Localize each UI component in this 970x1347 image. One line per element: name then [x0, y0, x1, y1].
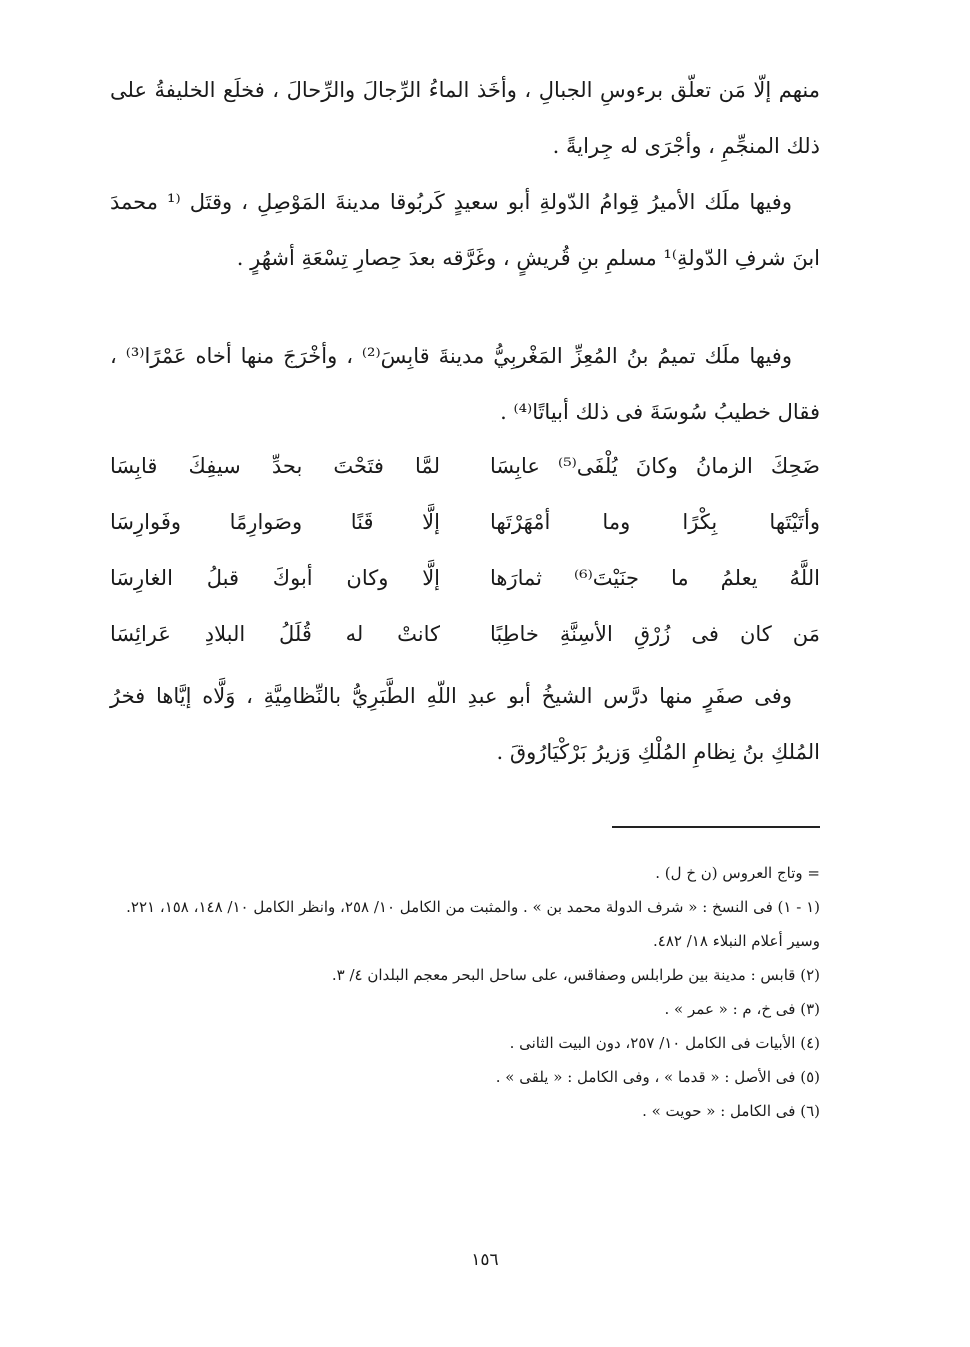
- main-text: [110, 62, 820, 174]
- verse-first-hemistich: اللَّهُ يعلمُ ما جنَيْتَ⁽⁶⁾ ثمارَها: [490, 566, 820, 590]
- verse-second-hemistich: كانتْ له قُلَلُ البلادِ عَرائِسَا: [110, 622, 440, 646]
- verse-second-hemistich: إلَّا قَنًا وصَوارِمًا وفَوارِسَا: [110, 510, 440, 534]
- verse-line: [110, 550, 820, 606]
- main-text: [110, 668, 820, 780]
- verse-first-hemistich: وأتَيْتَها بِكْرًا وما أمْهَرْتَها: [490, 510, 820, 534]
- footnote: (٢) قابس : مدينة بين طرابلس وصفاقس، على ساحل البحر معجم البلدان ٤/ ٣.: [331, 966, 820, 984]
- paragraph: وفيها ملَك الأميرُ قِوامُ الدّولةِ أبو سعيدٍ كَربُوقا مدينةَ المَوْصِلِ ، وقتَل ⁽¹ محمدَ ابنَ شرفِ الدّولةِ⁾¹ مسلمِ بنِ قُريشٍ ، وغَرَّقه بعدَ حِصارِ تِسْعَةِ أشهُرٍ .: [110, 190, 820, 270]
- paragraph: وفى صفَرٍ منها درَّس الشيخُ أبو عبدِ اللّهِ الطَّبَرِيُّ بالنِّظامِيَّةِ ، وَلَّاه إيَّاها فخرُ المُلكِ بنُ نِظامِ المُلْكِ وَزيرُ بَرْكْيَارُوقَ .: [110, 684, 820, 764]
- main-text: [110, 174, 820, 286]
- poem: [110, 438, 820, 662]
- footnotes: [110, 856, 820, 1128]
- verse-first-hemistich: ضَحِكَ الزمانُ وكانَ يُلْفَى⁽⁵⁾ عابِسَا: [490, 454, 820, 478]
- verse-line: [110, 494, 820, 550]
- footnote: = وتاج العروس (ن خ ل) .: [655, 864, 820, 882]
- footnote: (٥) فى الأصل : « قدما » ، وفى الكامل : « يلقى » .: [495, 1068, 820, 1086]
- verse-first-hemistich: مَن كان فى زُرْقِ الأسِنَّةِ خاطِبًا: [490, 622, 820, 646]
- footnote: (٦) فى الكامل : « حويت » .: [642, 1102, 820, 1120]
- verse-second-hemistich: لمَّا فتَحْتَ بحدِّ سيفِكَ قابِسَا: [110, 454, 440, 478]
- paragraph: منهم إلّا مَن تعلّق برءوسِ الجبالِ ، وأخَذ الماءُ الرِّجالَ والرِّحالَ ، فخلَع الخليفةُ على ذلك المنجِّمِ ، وأجْرَى له جِرايةً .: [110, 78, 820, 158]
- footnote-separator: [612, 826, 820, 828]
- verse-line: [110, 606, 820, 662]
- paragraph: وفيها ملَك تميمُ بنُ المُعِزِّ المَغْربِيُّ مدينةَ قابِسَ⁽²⁾ ، وأخْرَجَ منها أخاه عَمْرًا⁽³⁾ ، فقال خطيبُ سُوسَةَ فى ذلك أبياتًا⁽⁴⁾ .: [110, 344, 820, 424]
- footnote: (٤) الأبيات فى الكامل ١٠/ ٢٥٧، دون البيت الثانى .: [509, 1034, 820, 1052]
- footnote: (٣) فى خ، م : « عمر » .: [664, 1000, 820, 1018]
- footnote: (١ - ١) فى النسخ : « شرف الدولة محمد بن » . والمثبت من الكامل ١٠/ ٢٥٨، وانظر الكامل ١٠/ ١٤٨، ١٥٨، ٢٢١. وسير أعلام النبلاء ١٨/ ٤٨٢.: [126, 898, 820, 950]
- main-text: [110, 328, 820, 440]
- verse-second-hemistich: إلَّا وكان أبوكَ قبلُ الغارِسَا: [110, 566, 440, 590]
- page-number: ١٥٦: [471, 1250, 499, 1270]
- verse-line: [110, 438, 820, 494]
